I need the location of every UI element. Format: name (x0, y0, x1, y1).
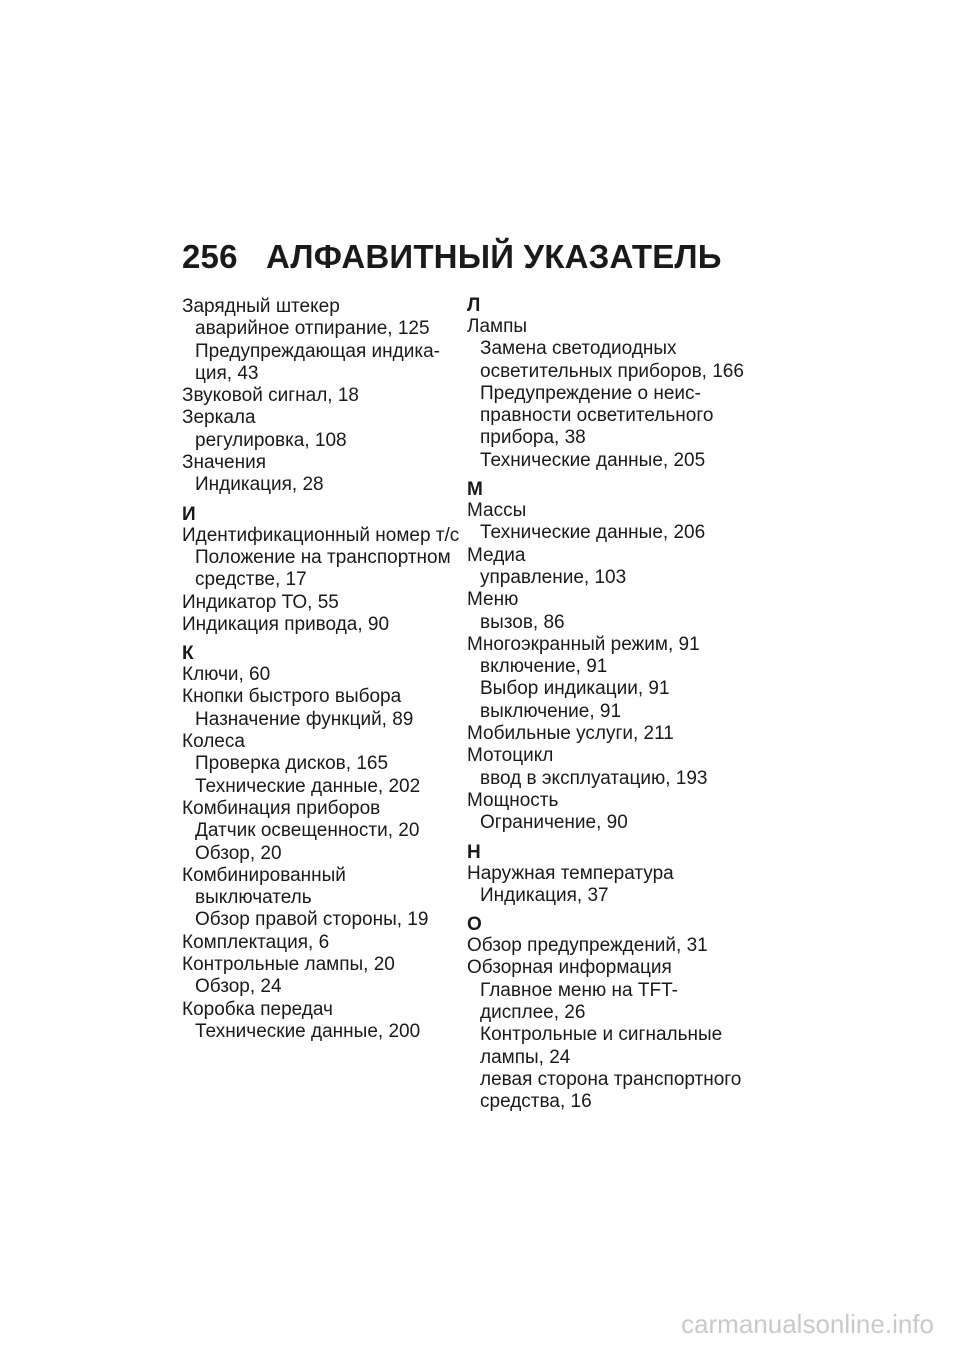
index-entry: Медиа (467, 544, 526, 566)
index-subentry: Главное меню на TFT- (480, 979, 678, 1001)
page-header (182, 238, 722, 276)
index-entry: Контрольные лампы, 20 (182, 954, 395, 976)
index-subentry: Датчик освещенности, 20 (195, 820, 420, 842)
index-subentry: Назначение функций, 89 (195, 708, 414, 730)
index-subentry: Технические данные, 206 (480, 522, 706, 544)
index-subentry: Выбор индикации, 91 (480, 678, 670, 700)
index-subentry: вызов, 86 (480, 611, 565, 633)
index-entry: Зарядный штекер (182, 296, 340, 317)
index-subentry: Индикация, 28 (195, 474, 324, 496)
index-entry: Меню (467, 589, 519, 611)
page-number: 256 (182, 238, 238, 275)
watermark: carmanualsonline.info (681, 1309, 934, 1339)
index-subentry: дисплее, 26 (480, 1002, 586, 1024)
index-subentry: левая сторона транспортного (480, 1068, 742, 1090)
index-subentry: ввод в эксплуатацию, 193 (480, 767, 708, 789)
index-subentry: средства, 16 (480, 1091, 592, 1113)
index-subentry: выключатель (195, 887, 312, 909)
index-subentry: лампы, 24 (480, 1046, 571, 1068)
section-letter: И (182, 503, 196, 525)
index-subentry: Обзор правой стороны, 19 (195, 909, 429, 931)
index-subentry: выключение, 91 (480, 700, 622, 722)
section-letter: М (467, 479, 483, 501)
index-subentry: ция, 43 (195, 362, 259, 384)
index-entry: Мощность (467, 789, 559, 811)
index-entry: Мотоцикл (467, 745, 554, 767)
section-letter: Н (467, 841, 481, 863)
index-entry: Многоэкранный режим, 91 (467, 633, 700, 655)
index-entry: Комплектация, 6 (182, 931, 330, 953)
index-subentry: Контрольные и сигнальные (480, 1024, 723, 1046)
index-subentry: управление, 103 (480, 566, 627, 588)
index-entry: Наружная температура (467, 862, 674, 884)
index-entry: Звуковой сигнал, 18 (182, 385, 359, 407)
index-entry: Мобильные услуги, 211 (467, 723, 674, 745)
index-entry: Значения (182, 452, 266, 474)
index-subentry: прибора, 38 (480, 427, 586, 449)
index-entry: Коробка передач (182, 998, 333, 1020)
index-subentry: осветительных приборов, 166 (480, 360, 744, 382)
index-subentry: Замена светодиодных (480, 338, 677, 360)
index-subentry: Обзор, 20 (195, 842, 282, 864)
index-entry: Лампы (467, 316, 528, 337)
index-entry: Обзорная информация (467, 957, 672, 979)
section-letter: О (467, 914, 482, 936)
index-subentry: правности осветительного (480, 405, 714, 427)
index-entry: Обзор предупреждений, 31 (467, 935, 708, 957)
index-column-left (182, 296, 462, 1043)
index-subentry: Предупреждающая индика- (195, 340, 440, 362)
index-entry: Ключи, 60 (182, 664, 271, 686)
index-subentry: Положение на транспортном (195, 546, 451, 568)
page-title: АЛФАВИТНЫЙ УКАЗАТЕЛЬ (266, 238, 722, 275)
index-subentry: Предупреждение о неис- (480, 382, 701, 404)
index-entry: Индикатор ТО, 55 (182, 591, 339, 613)
index-subentry: Проверка дисков, 165 (195, 753, 389, 775)
index-subentry: Технические данные, 200 (195, 1020, 421, 1042)
section-letter: Л (467, 295, 481, 316)
index-entry: Кнопки быстрого выбора (182, 686, 402, 708)
index-subentry: аварийное отпирание, 125 (195, 318, 430, 340)
index-entry: Зеркала (182, 407, 256, 429)
index-subentry: включение, 91 (480, 656, 608, 678)
index-entry: Колеса (182, 731, 245, 753)
index-subentry: регулировка, 108 (195, 429, 347, 451)
section-letter: К (182, 643, 194, 665)
index-subentry: Технические данные, 205 (480, 449, 706, 471)
index-entry: Комбинированный (182, 864, 346, 886)
index-entry: Идентификационный номер т/с (182, 524, 460, 546)
index-entry: Комбинация приборов (182, 797, 381, 819)
index-subentry: Технические данные, 202 (195, 775, 421, 797)
index-subentry: Ограничение, 90 (480, 812, 628, 834)
index-subentry: Обзор, 24 (195, 976, 282, 998)
index-entry: Массы (467, 500, 527, 522)
index-subentry: средстве, 17 (195, 569, 307, 591)
index-subentry: Индикация, 37 (480, 884, 609, 906)
index-entry: Индикация привода, 90 (182, 613, 390, 635)
index-column-right (467, 296, 747, 1114)
